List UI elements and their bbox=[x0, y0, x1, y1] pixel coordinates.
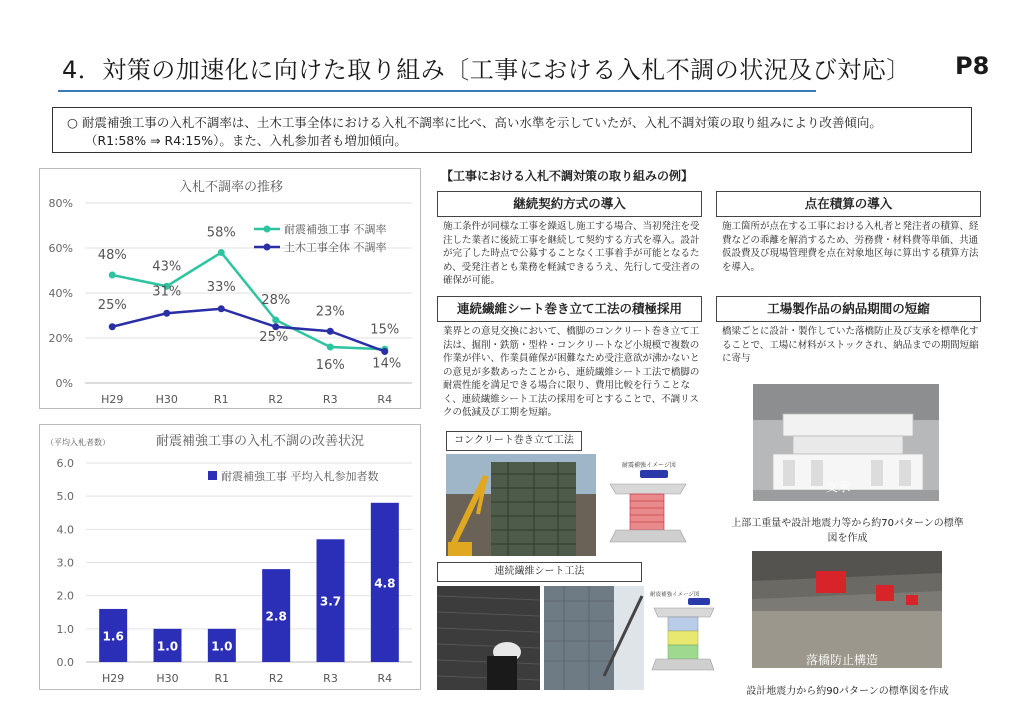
legend-label: 耐震補強工事 平均入札参加者数 bbox=[221, 470, 379, 483]
x-tick-label: H30 bbox=[155, 393, 178, 406]
x-tick-label: R2 bbox=[268, 393, 284, 406]
y-tick-label: 0.0 bbox=[56, 656, 74, 669]
data-label: 33% bbox=[206, 279, 236, 295]
bar-chart-title: 耐震補強工事の入札不調の改善状況 bbox=[155, 434, 365, 449]
y-tick-label: 4.0 bbox=[56, 523, 74, 537]
y-tick-label: 0% bbox=[55, 377, 73, 390]
bar-value-label: 3.7 bbox=[319, 594, 342, 609]
data-point bbox=[109, 323, 116, 330]
data-label: 31% bbox=[152, 284, 182, 300]
x-tick-label: H29 bbox=[101, 393, 124, 406]
data-label: 16% bbox=[315, 358, 345, 373]
x-tick-label: R2 bbox=[268, 672, 284, 685]
data-label: 15% bbox=[370, 322, 400, 338]
measure-title-scattered-estimation: 点在積算の導入 bbox=[716, 191, 981, 217]
concrete-diagram bbox=[600, 456, 700, 556]
y-tick-label: 40% bbox=[48, 287, 73, 300]
data-label: 25% bbox=[97, 297, 127, 313]
y-tick-label: 80% bbox=[48, 197, 73, 210]
fiber-diagram bbox=[650, 588, 718, 688]
summary-line-1: ○ 耐震補強工事の入札不調率は、土木工事全体における入札不調率に比べ、高い水準を示していたが、入札不調対策の取り組みにより改善傾向。 bbox=[67, 115, 882, 130]
fall-prevention-caption: 設計地震力から約90パターンの標準図を作成 bbox=[746, 686, 949, 697]
fiber-method-label: 連続繊維シート工法 bbox=[437, 562, 642, 582]
legend-label: 土木工事全体 不調率 bbox=[284, 241, 387, 254]
measure-text-factory-products: 橋梁ごとに設計・製作していた落橋防止及び支承を標準化することで、工場に材料がストックされ、納品までの期間短縮に寄与 bbox=[722, 326, 979, 364]
measure-text-scattered-estimation: 施工箇所が点在する工事における入札者と発注者の積算、経費などの乖離を解消するため、労務費・材料費等単価、共通仮設費及び現場管理費を点在対象地区毎に算出する積算方法を導入。 bbox=[722, 221, 979, 273]
data-label: 48% bbox=[97, 248, 127, 263]
bar-chart-panel bbox=[39, 424, 421, 690]
y-tick-label: 60% bbox=[48, 242, 73, 255]
y-tick-label: 1.0 bbox=[56, 622, 74, 636]
x-tick-label: R4 bbox=[377, 393, 393, 406]
legend-marker bbox=[208, 471, 217, 480]
measure-text-continuous-contract: 施工条件が同様な工事を繰返し施工する場合、当初発注を受注した業者に後続工事を継続して契約する方式を導入。設計が完了した時点で公募することなく工事着手が可能となるため、受発注者とも業務を軽減できるうえ、先行して受注者の確保が可能。 bbox=[443, 221, 700, 286]
concrete-diagram-label: 耐震補強イメージ図 bbox=[622, 462, 676, 469]
data-point bbox=[272, 317, 279, 324]
fiber-wrapping-photo-1 bbox=[437, 586, 540, 690]
bearing-photo-label: 支承 bbox=[826, 480, 851, 494]
summary-box bbox=[52, 107, 972, 153]
data-label: 14% bbox=[372, 356, 402, 372]
line-chart bbox=[40, 169, 422, 410]
legend-label: 耐震補強工事 不調率 bbox=[284, 223, 387, 236]
y-tick-label: 6.0 bbox=[56, 457, 74, 470]
legend-marker bbox=[264, 226, 271, 233]
concrete-site-photo bbox=[446, 454, 596, 556]
data-point bbox=[381, 348, 388, 355]
y-tick-label: 3.0 bbox=[56, 556, 74, 570]
measure-title-factory-products: 工場製作品の納品期間の短縮 bbox=[716, 296, 981, 322]
data-point bbox=[163, 310, 170, 317]
line-chart-panel bbox=[39, 168, 421, 409]
data-label: 58% bbox=[206, 225, 236, 241]
legend-marker bbox=[264, 244, 271, 251]
measure-text-fiber-sheet: 業界との意見交換において、橋脚のコンクリート巻き立て工法は、掘削・鉄筋・型枠・コンクリートなど小規模で複数の作業が伴い、作業員確保が困難なため受注意欲が沸かないとの意見が多数あったことから、連続繊維シート工法で橋脚の耐震性能を満足できる場合に限り、費用比較を行うことなく、連続繊維シート工法の採用を可とすることで、不調リスクの低減及び工期を短縮。 bbox=[443, 326, 700, 418]
bar-chart bbox=[40, 425, 422, 691]
x-tick-label: R4 bbox=[377, 672, 393, 685]
y-axis-label: （平均入札者数） bbox=[46, 438, 110, 447]
fall-prevention-photo-label: 落橋防止構造 bbox=[806, 653, 879, 667]
data-point bbox=[218, 305, 225, 312]
bearing-caption: 上部工重量や設計地震力等から約70パターンの標準図を作成 bbox=[731, 518, 964, 544]
y-tick-label: 5.0 bbox=[56, 490, 74, 504]
x-tick-label: H29 bbox=[102, 672, 125, 685]
measures-header: 【工事における入札不調対策の取り組みの例】 bbox=[441, 169, 694, 183]
data-label: 28% bbox=[261, 293, 291, 308]
x-tick-label: R3 bbox=[322, 393, 338, 406]
data-point bbox=[327, 344, 334, 351]
x-tick-label: H30 bbox=[156, 672, 179, 685]
data-point bbox=[109, 272, 116, 279]
page-number: P8 bbox=[955, 52, 990, 80]
fiber-diagram-label: 耐震補強イメージ図 bbox=[650, 592, 700, 598]
x-tick-label: R1 bbox=[214, 672, 230, 685]
data-point bbox=[218, 249, 225, 256]
data-label: 25% bbox=[259, 329, 289, 345]
bar-value-label: 1.6 bbox=[102, 629, 124, 644]
bar-value-label: 1.0 bbox=[156, 639, 179, 654]
data-label: 23% bbox=[315, 304, 345, 320]
concrete-method-label: コンクリート巻き立て工法 bbox=[446, 431, 582, 451]
summary-line-2: （R1:58% ⇒ R4:15%）。また、入札参加者も増加傾向。 bbox=[85, 133, 407, 148]
y-tick-label: 2.0 bbox=[56, 589, 74, 603]
fiber-wrapping-photo-2 bbox=[544, 586, 644, 690]
x-tick-label: R1 bbox=[213, 393, 229, 406]
title-underline bbox=[58, 90, 816, 92]
data-point bbox=[327, 328, 334, 335]
line-chart-title: 入札不調率の推移 bbox=[178, 180, 284, 195]
bar-value-label: 2.8 bbox=[265, 609, 287, 624]
page-title: 4．対策の加速化に向けた取り組み〔工事における入札不調の状況及び対応〕 bbox=[62, 56, 911, 84]
y-tick-label: 20% bbox=[48, 332, 73, 345]
measure-title-fiber-sheet: 連続繊維シート巻き立て工法の積極採用 bbox=[437, 296, 702, 322]
bar-value-label: 4.8 bbox=[374, 576, 396, 591]
measure-title-continuous-contract: 継続契約方式の導入 bbox=[437, 191, 702, 217]
data-label: 43% bbox=[152, 259, 182, 275]
x-tick-label: R3 bbox=[323, 672, 338, 685]
bar-value-label: 1.0 bbox=[211, 639, 233, 654]
